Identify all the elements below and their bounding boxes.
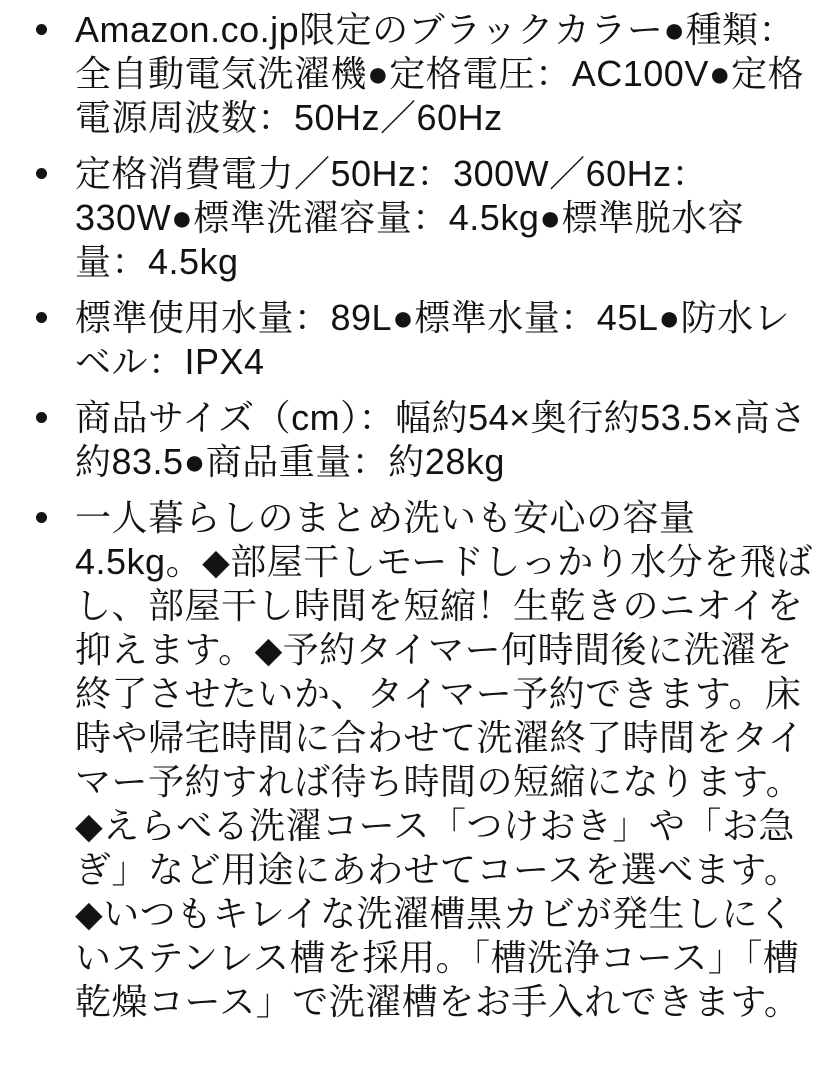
product-feature-list <box>0 8 814 1024</box>
bullet-dot-icon <box>36 312 47 323</box>
feature-bullet-item <box>0 496 814 1024</box>
feature-bullet-text: 商品サイズ（cm）：幅約54×奥行約53.5×高さ約83.5●商品重量：約28kg <box>75 397 807 482</box>
feature-bullet-item <box>0 8 814 140</box>
feature-bullet-text: 定格消費電力／50Hz：300W／60Hz：330W●標準洗濯容量：4.5kg●標準脱水容量：4.5kg <box>75 153 745 282</box>
bullet-dot-icon <box>36 24 47 35</box>
feature-bullet-item <box>0 296 814 384</box>
feature-bullet-text: 一人暮らしのまとめ洗いも安心の容量4.5kg。◆部屋干しモードしっかり水分を飛ばし、部屋干し時間を短縮！生乾きのニオイを抑えます。◆予約タイマー何時間後に洗濯を終了させたいか、タイマー予約できます。床時や帰宅時間に合わせて洗濯終了時間をタイマー予約すれば待ち時間の短縮になります。◆えらべる洗濯コース「つけおき」や「お急ぎ」など用途にあわせてコースを選べます。◆いつもキレイな洗濯槽黒カビが発生しにくいステンレス槽を採用。「槽洗浄コース」「槽乾燥コース」で洗濯槽をお手入れできます。 <box>75 497 813 1022</box>
bullet-dot-icon <box>36 412 47 423</box>
feature-bullet-text: 標準使用水量：89L●標準水量：45L●防水レベル：IPX4 <box>75 297 791 382</box>
feature-bullet-item <box>0 396 814 484</box>
feature-bullet-text: Amazon.co.jp限定のブラックカラー●種類：全自動電気洗濯機●定格電圧：AC100V●定格電源周波数：50Hz／60Hz <box>75 9 805 138</box>
bullet-dot-icon <box>36 168 47 179</box>
bullet-dot-icon <box>36 512 47 523</box>
feature-bullet-item <box>0 152 814 284</box>
